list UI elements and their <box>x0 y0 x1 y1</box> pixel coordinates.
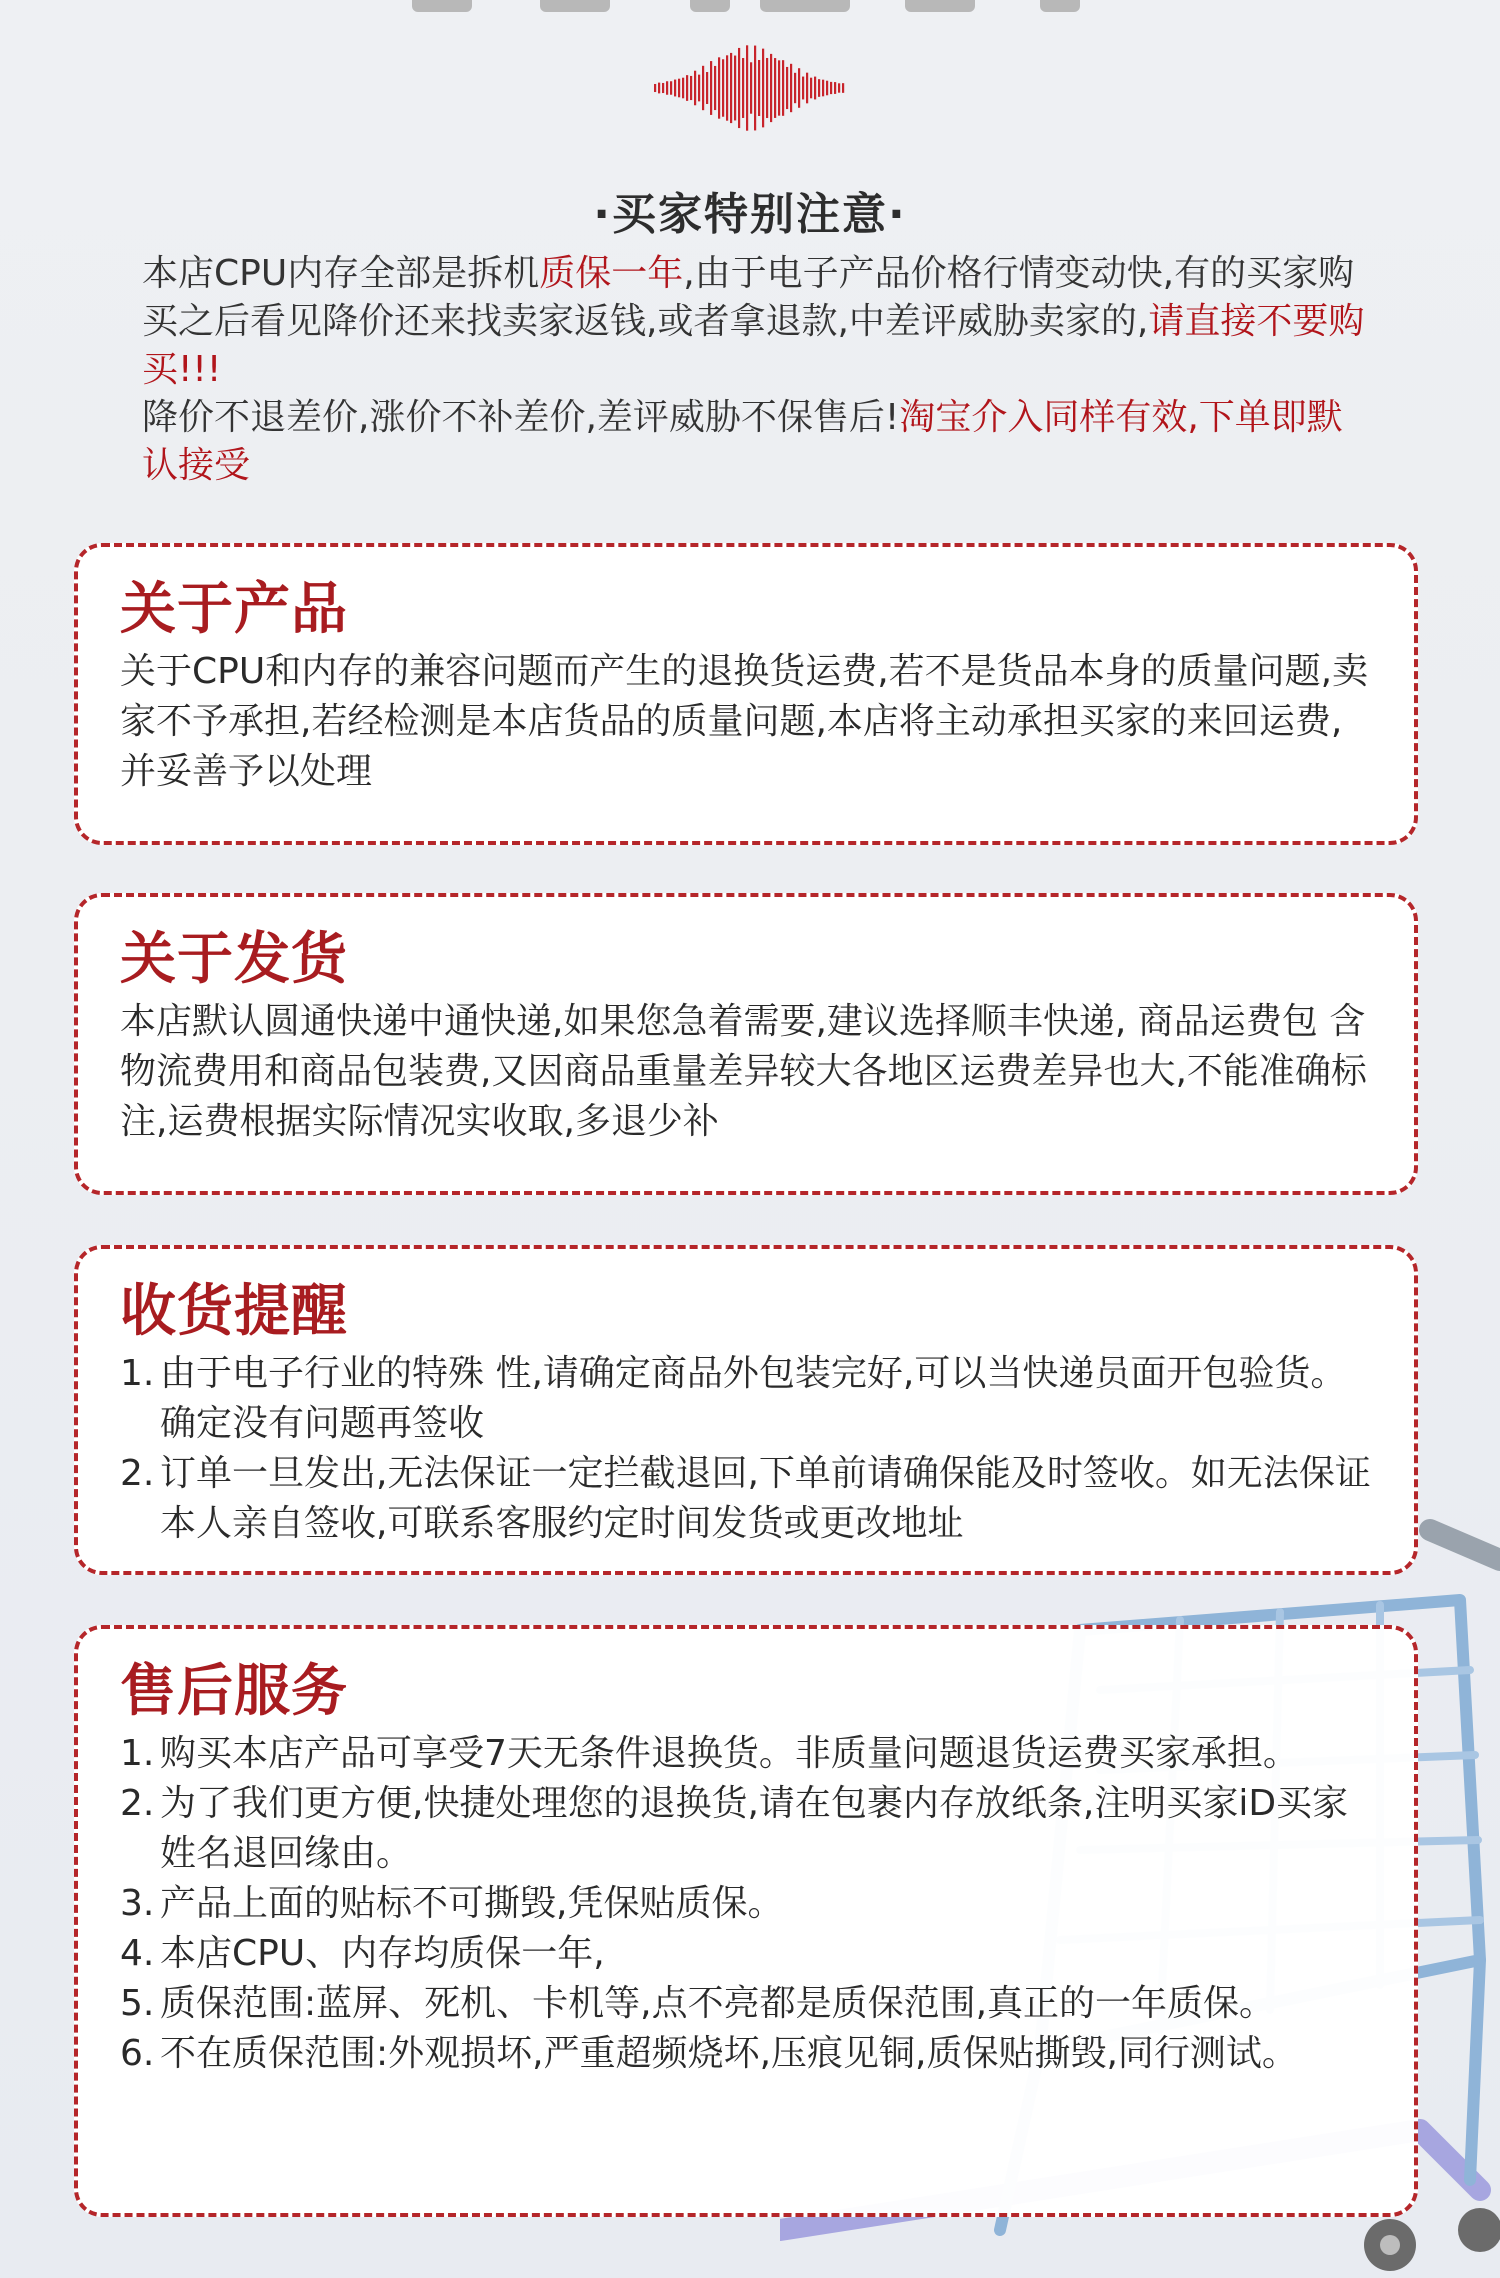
wave-bar <box>826 81 828 96</box>
wave-bar <box>782 60 784 116</box>
list-item-number: 3. <box>120 1883 155 1924</box>
section-list <box>120 1349 1374 1549</box>
wave-bar <box>754 46 756 131</box>
section-card-receive <box>74 1245 1418 1575</box>
wave-bar <box>842 83 844 93</box>
section-title: 关于发货 <box>120 927 348 992</box>
sound-wave-icon <box>650 38 850 138</box>
list-item-text: 本店CPU、内存均质保一年, <box>160 1933 605 1974</box>
notice-title: ·买家特别注意· <box>593 189 907 240</box>
wave-bar <box>686 75 688 101</box>
list-item-text: 质保范围:蓝屏、死机、卡机等,点不亮都是质保范围,真正的一年质保。 <box>160 1983 1276 2024</box>
notice-text: 本店CPU内存全部是拆机 <box>142 253 540 294</box>
wave-bar <box>758 60 760 116</box>
wave-bar <box>774 58 776 118</box>
list-item <box>120 1779 1374 1879</box>
wave-bar <box>794 73 796 103</box>
notice-highlight: 质保一年 <box>539 253 684 294</box>
section-title: 收货提醒 <box>120 1279 348 1344</box>
list-item <box>120 1729 1374 1779</box>
wave-bar <box>818 79 820 97</box>
list-item-number: 5. <box>120 1983 155 2024</box>
wave-bar <box>802 77 804 100</box>
wave-bar <box>806 73 808 104</box>
wave-bar <box>730 53 732 123</box>
list-item-number: 2. <box>120 1783 155 1824</box>
wave-bar <box>798 68 800 108</box>
wave-bar <box>678 79 680 98</box>
wave-bar <box>838 83 840 92</box>
list-item <box>120 1929 1374 1979</box>
list-item-text: 产品上面的贴标不可撕毁,凭保贴质保。 <box>160 1883 784 1924</box>
wave-bar <box>770 54 772 122</box>
list-item-text: 由于电子行业的特殊 性,请确定商品外包装完好,可以当快递员面开包验货。确定没有问题再签收 <box>160 1353 1347 1444</box>
wave-bar <box>766 58 768 118</box>
list-item-text: 为了我们更方便,快捷处理您的退换货,请在包裹内存放纸条,注明买家iD买家姓名退回缘由。 <box>160 1783 1349 1874</box>
wave-bar <box>722 59 724 116</box>
notice-highlight: 请直接不要购买!!! <box>142 301 1365 390</box>
section-title: 关于产品 <box>120 577 348 642</box>
notice-text: ,由于电子产品价格行情变动快,有的买家购买之后看见降价还来找卖家返钱,或者拿退款,中差评威胁卖家的, <box>142 253 1355 342</box>
wave-bar <box>658 83 660 94</box>
wave-bar <box>670 81 672 94</box>
wave-bar <box>738 48 740 128</box>
wave-bar <box>746 45 748 130</box>
wave-bar <box>822 80 824 97</box>
wave-bar <box>654 84 656 92</box>
list-item <box>120 1979 1374 2029</box>
list-item-text: 订单一旦发出,无法保证一定拦截退回,下单前请确保能及时签收。如无法保证本人亲自签收,可联系客服约定时间发货或更改地址 <box>160 1453 1371 1544</box>
wave-bar <box>662 83 664 93</box>
list-item <box>120 1349 1374 1449</box>
notice-text: 降价不退差价,涨价不补差价,差评威胁不保售后! <box>142 397 900 438</box>
list-item-text: 不在质保范围:外观损坏,严重超频烧坏,压痕见铜,质保贴撕毁,同行测试。 <box>160 2033 1298 2074</box>
section-list <box>120 1729 1374 2079</box>
wave-bar <box>698 75 700 102</box>
cropped-heading <box>0 0 1500 24</box>
wave-bar <box>710 61 712 115</box>
list-item-text: 购买本店产品可享受7天无条件退换货。非质量问题退货运费买家承担。 <box>160 1733 1299 1774</box>
section-card-product <box>74 543 1418 845</box>
wave-bar <box>762 49 764 128</box>
wave-bar <box>706 72 708 104</box>
list-item-number: 6. <box>120 2033 155 2074</box>
wave-bar <box>726 55 728 120</box>
wave-bar <box>694 71 696 106</box>
wave-bar <box>742 58 744 118</box>
wave-bar <box>682 78 684 99</box>
notice-highlight: 淘宝介入同样有效,下单即默认接受 <box>142 397 1343 486</box>
wave-bar <box>814 77 816 100</box>
section-card-shipping <box>74 893 1418 1195</box>
notice-body <box>142 250 1372 490</box>
section-title: 售后服务 <box>120 1659 348 1724</box>
list-item <box>120 2029 1374 2079</box>
wave-bar <box>690 76 692 100</box>
wave-bar <box>790 64 792 112</box>
list-item <box>120 1449 1374 1549</box>
list-item <box>120 1879 1374 1929</box>
section-body: 关于CPU和内存的兼容问题而产生的退换货运费,若不是货品本身的质量问题,卖家不予承担,若经检测是本店货品的质量问题,本店将主动承担买家的来回运费,并妥善予以处理 <box>120 651 1369 792</box>
list-item-number: 1. <box>120 1733 155 1774</box>
wave-bar <box>674 80 676 97</box>
notice-paragraph-1 <box>142 250 1372 394</box>
wave-bar <box>750 62 752 113</box>
wave-bar <box>810 78 812 99</box>
wave-bar <box>734 56 736 121</box>
wave-bar <box>778 60 780 115</box>
wave-bar <box>718 57 720 118</box>
wave-bar <box>834 82 836 94</box>
wave-bar <box>702 66 704 110</box>
section-card-service <box>74 1625 1418 2217</box>
notice-paragraph-2 <box>142 394 1372 490</box>
wave-bar <box>786 67 788 109</box>
section-body: 本店默认圆通快递中通快递,如果您急着需要,建议选择顺丰快递, 商品运费包 含物流费用和商品包装费,又因商品重量差异较大各地区运费差异也大,不能准确标注,运费根据实际情况实收取,多退少补 <box>120 1001 1367 1142</box>
wave-bar <box>714 66 716 110</box>
list-item-number: 1. <box>120 1353 155 1394</box>
list-item-number: 4. <box>120 1933 155 1974</box>
wave-bar <box>830 82 832 94</box>
list-item-number: 2. <box>120 1453 155 1494</box>
wave-bar <box>666 81 668 94</box>
